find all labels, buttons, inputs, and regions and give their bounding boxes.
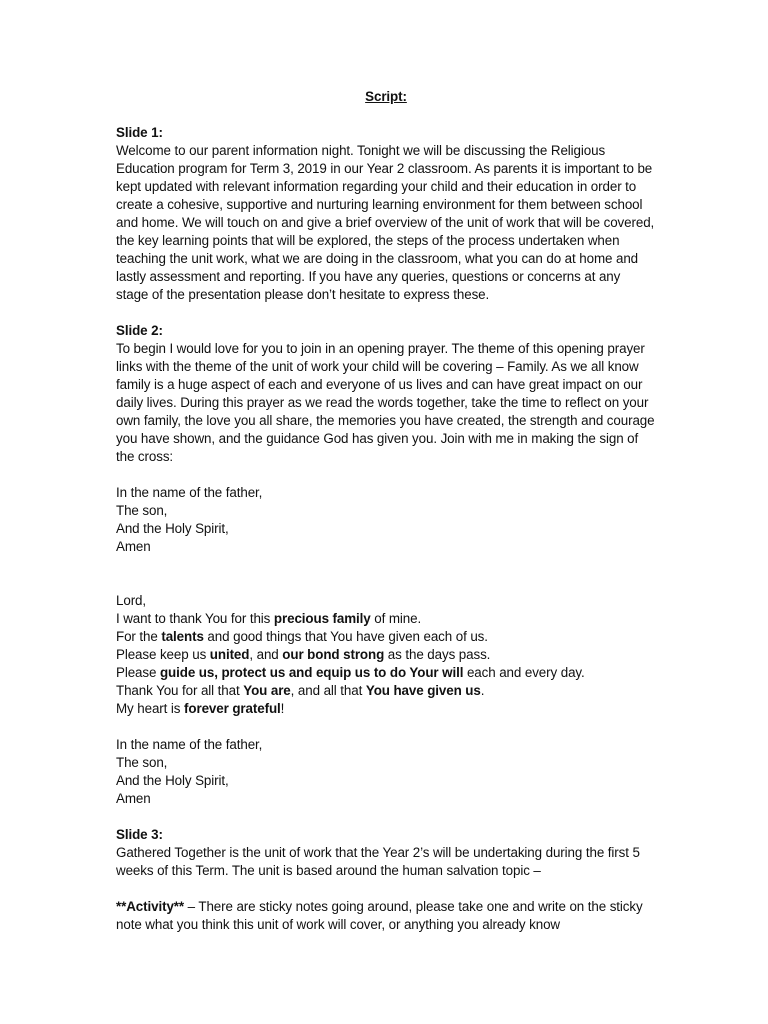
script-content <box>116 88 656 952</box>
script-title: Script: <box>365 89 407 104</box>
sign-line: Amen <box>116 791 151 806</box>
prayer-line: Please keep us united, and our bond strong as the days pass. <box>116 647 491 662</box>
prayer-line: Please guide us, protect us and equip us to do Your will each and every day. <box>116 665 585 680</box>
slide-3-body: Gathered Together is the unit of work that the Year 2’s will be undertaking during the first 5 weeks of this Term. The unit is based around the human salvation topic – <box>116 845 640 878</box>
slide-2-body: To begin I would love for you to join in an opening prayer. The theme of this opening prayer links with the theme of the unit of work your child will be covering – Family. As we all know family is a huge aspect of each and everyone of us lives and can have great impact on our daily lives. During this prayer as we read the words together, take the time to reflect on your own family, the love you all share, the memories you have created, the strength and courage you have shown, and the guidance God has given you. Join with me in making the sign of the cross: <box>116 341 655 464</box>
family-prayer <box>116 592 656 718</box>
sign-line: In the name of the father, <box>116 485 263 500</box>
slide-2-heading: Slide 2: <box>116 323 163 338</box>
prayer-line: For the talents and good things that You have given each of us. <box>116 629 488 644</box>
sign-line: The son, <box>116 755 168 770</box>
prayer-line: I want to thank You for this precious family of mine. <box>116 611 422 626</box>
sign-line: Amen <box>116 539 151 554</box>
slide-1-body: Welcome to our parent information night. Tonight we will be discussing the Religious Education program for Term 3, 2019 in our Year 2 classroom. As parents it is important to be kept updated with relevant information regarding your child and their education in order to create a cohesive, supportive and nurturing learning environment for them between school and home. We will touch on and give a brief overview of the unit of work that will be covered, the key learning points that will be explored, the steps of the process undertaken when teaching the unit work, what we are doing in the classroom, what you can do at home and lastly assessment and reporting. If you have any queries, questions or concerns at any stage of the presentation please don’t hesitate to express these. <box>116 143 655 302</box>
activity-label: **Activity** <box>116 899 185 914</box>
sign-line: In the name of the father, <box>116 737 263 752</box>
sign-line: And the Holy Spirit, <box>116 521 229 536</box>
prayer-line: Thank You for all that You are, and all that You have given us. <box>116 683 485 698</box>
slide-3-heading: Slide 3: <box>116 827 163 842</box>
prayer-line: My heart is forever grateful! <box>116 701 285 716</box>
activity-paragraph <box>116 898 656 934</box>
activity-text: – There are sticky notes going around, please take one and write on the sticky note what you think this unit of work will cover, or anything you already know <box>116 899 643 932</box>
sign-line: And the Holy Spirit, <box>116 773 229 788</box>
sign-of-cross-closing <box>116 736 656 808</box>
slide-1-heading: Slide 1: <box>116 125 163 140</box>
prayer-line: Lord, <box>116 593 147 608</box>
sign-line: The son, <box>116 503 168 518</box>
